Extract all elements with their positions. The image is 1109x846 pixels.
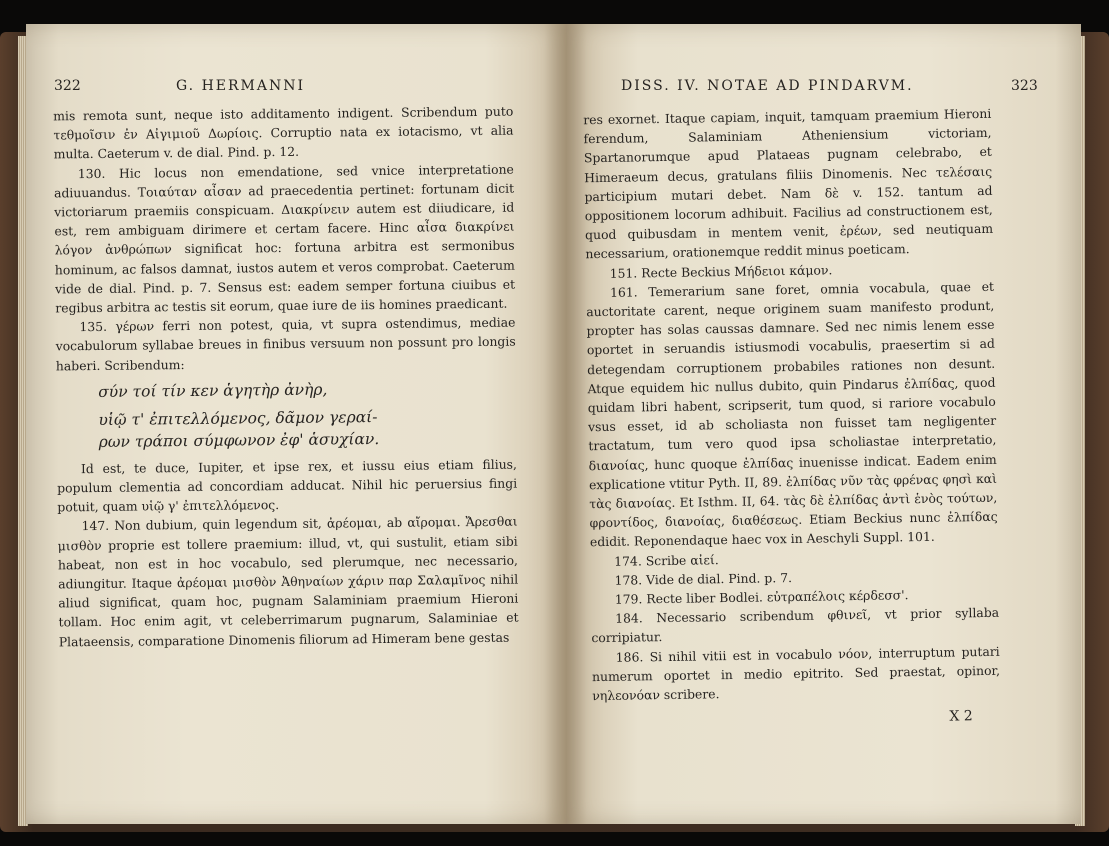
signature-mark: X 2 bbox=[949, 708, 973, 725]
running-head-title: G. HERMANNI bbox=[176, 78, 306, 94]
paragraph: 151. Recte Beckius Μήδειοι κάμον. bbox=[609, 261, 833, 281]
greek-verse-line: ρων τράποι σύμφωνον ἐφ' ἁσυχίαν. bbox=[98, 429, 380, 451]
paragraph: 130. Hic locus non emendatione, sed vnice interpretatione adiuuandus. Τοιαύταν αἶσαν ad praecedentia pertinet: fortunam dicit victoriarum praemiis conspicuam. Διακρίνειν autem est diiudicare, id est, rem ambiguam dirimere et certam facere. Hinc αἶσα διακρίνει λόγον ἀνθρώπων significat hoc: fortuna arbitra est sermonibus hominum, ac falsos damnat, iustos autem et veros comprobat. Caeterum vide de dial. Pind. p. 7. Sensus est: eadem semper fortuna ciuibus et regibus arbitra ac testis sit eorum, quae iure de iis homines praedicant. bbox=[53, 161, 516, 316]
running-head bbox=[621, 78, 1038, 94]
greek-verse-line: υἱῷ τ' ἐπιτελλόμενος, δᾶμον γεραί- bbox=[98, 407, 378, 429]
body-text bbox=[583, 104, 1001, 733]
running-head bbox=[54, 78, 306, 94]
running-head-title: DISS. IV. NOTAE AD PINDARVM. bbox=[621, 78, 914, 94]
body-text bbox=[53, 102, 519, 652]
paragraph: 186. Si nihil vitii est in vocabulo νόον, interruptum putari numerum oportet in medio epitrito. Sed praestat, opinor, νηλεονόαν scribere. bbox=[591, 643, 1001, 704]
paragraph: 179. Recte liber Bodlei. εὐτραπέλοις κέρδεσσ'. bbox=[614, 587, 909, 607]
greek-verse-line: σύν τοί τίν κεν ἁγητὴρ ἀνὴρ, bbox=[98, 380, 328, 401]
paragraph: 174. Scribe αἰεί. bbox=[614, 551, 719, 569]
paragraph: mis remota sunt, neque isto additamento indigent. Scribendum puto τεθμοῖσιν ἐν Αἰγιμιοῦ Δωρίοις. Corruptio nata ex iotacismo, vt alia multa. Caeterum v. de dial. Pind. p. 12. bbox=[53, 103, 514, 162]
right-page bbox=[566, 24, 1081, 824]
left-page bbox=[26, 24, 566, 824]
paragraph: res exornet. Itaque capiam, inquit, tamquam praemium Hieroni ferendum, Salaminiam Atheniensium victoriam, Spartanorumque apud Plataeas pugnam celebrabo, et Himeraeum decus, gratulans filiis Dinomenis. Nec τελέσαις participium mutari debet. Nam δὲ v. 152. tantum ad oppositionem locorum adhibuit. Facilius ad constructionem est, quod quibusdam in mentem venit, ἐρέων, sed neutiquam necessarium, orationemque reddit minus poeticam. bbox=[583, 105, 994, 262]
paragraph: 135. γέρων ferri non potest, quia, vt supra ostendimus, mediae vocabulorum syllabae breues in finibus versuum non possunt pro longis haberi. Scribendum: bbox=[55, 314, 516, 374]
paragraph: 161. Temerarium sane foret, omnia vocabula, quae et auctoritate carent, neque originem suam manifesto produnt, propter has solas caussas damnare. Sed nec nimis lenem esse oportet in seruandis istiusmodi vocabulis, praesertim si ad detegendam corruptionem probabiles rationes non desunt. Atque equidem hic nullus dubito, quin Pindarus ἐλπίδας, quod quidam libri habent, scripserit, tum quod, si rariore vocabulo vsus esset, id ab scholiasta non fuisset tam negligenter tractatum, tum vero quod ipsa scholiastae interpretatio, διανοίας, hunc quoque ἐλπίδας inuenisse indicat. Eadem enim explicatione vtitur Pyth. II, 89. ἐλπίδας νῦν τὰς φρένας φησὶ καὶ τὰς διανοίας. Et Isthm. II, 64. τὰς δὲ ἐλπίδας ἀντὶ ἑνὸς τούτων, φροντίδος, διανοίας, διαθέσεως. Etiam Beckius nunc ἐλπίδας edidit. Reponendaque haec vox in Aeschyli Suppl. 101. bbox=[586, 278, 998, 550]
page-number: 322 bbox=[54, 78, 81, 94]
paragraph: Id est, te duce, Iupiter, et ipse rex, et iussu eius etiam filius, populum clementia ad concordiam adducat. Nihil hic peruersius fingi potuit, quam υἱῷ γ' ἐπιτελλόμενος. bbox=[57, 456, 518, 515]
paragraph: 184. Necessario scribendum φθινεῖ, vt prior syllaba corripiatur. bbox=[591, 605, 1000, 646]
paragraph: 147. Non dubium, quin legendum sit, ἀρέομαι, ab αἴρομαι. Ἄρεσθαι μισθὸν proprie est tollere praemium: illud, vt, qui sustulit, etiam sibi habeat, non est in hoc vocabulo, sed plerumque, nec necessario, adiungitur. Itaque ἀρέομαι μισθὸν Ἀθηναίων χάριν παρ Σαλαμῖνος nihil aliud significat, quam hoc, pugnam Salaminiam praemium Hieroni tollam. Hoc enim agit, vt celeberrimarum pugnarum, Salaminiae et Plataeensis, comparatione Dinomenis filiorum ad Himeram bene gestas bbox=[57, 514, 519, 650]
page-number: 323 bbox=[1011, 78, 1038, 94]
paragraph: 178. Vide de dial. Pind. p. 7. bbox=[614, 569, 793, 588]
